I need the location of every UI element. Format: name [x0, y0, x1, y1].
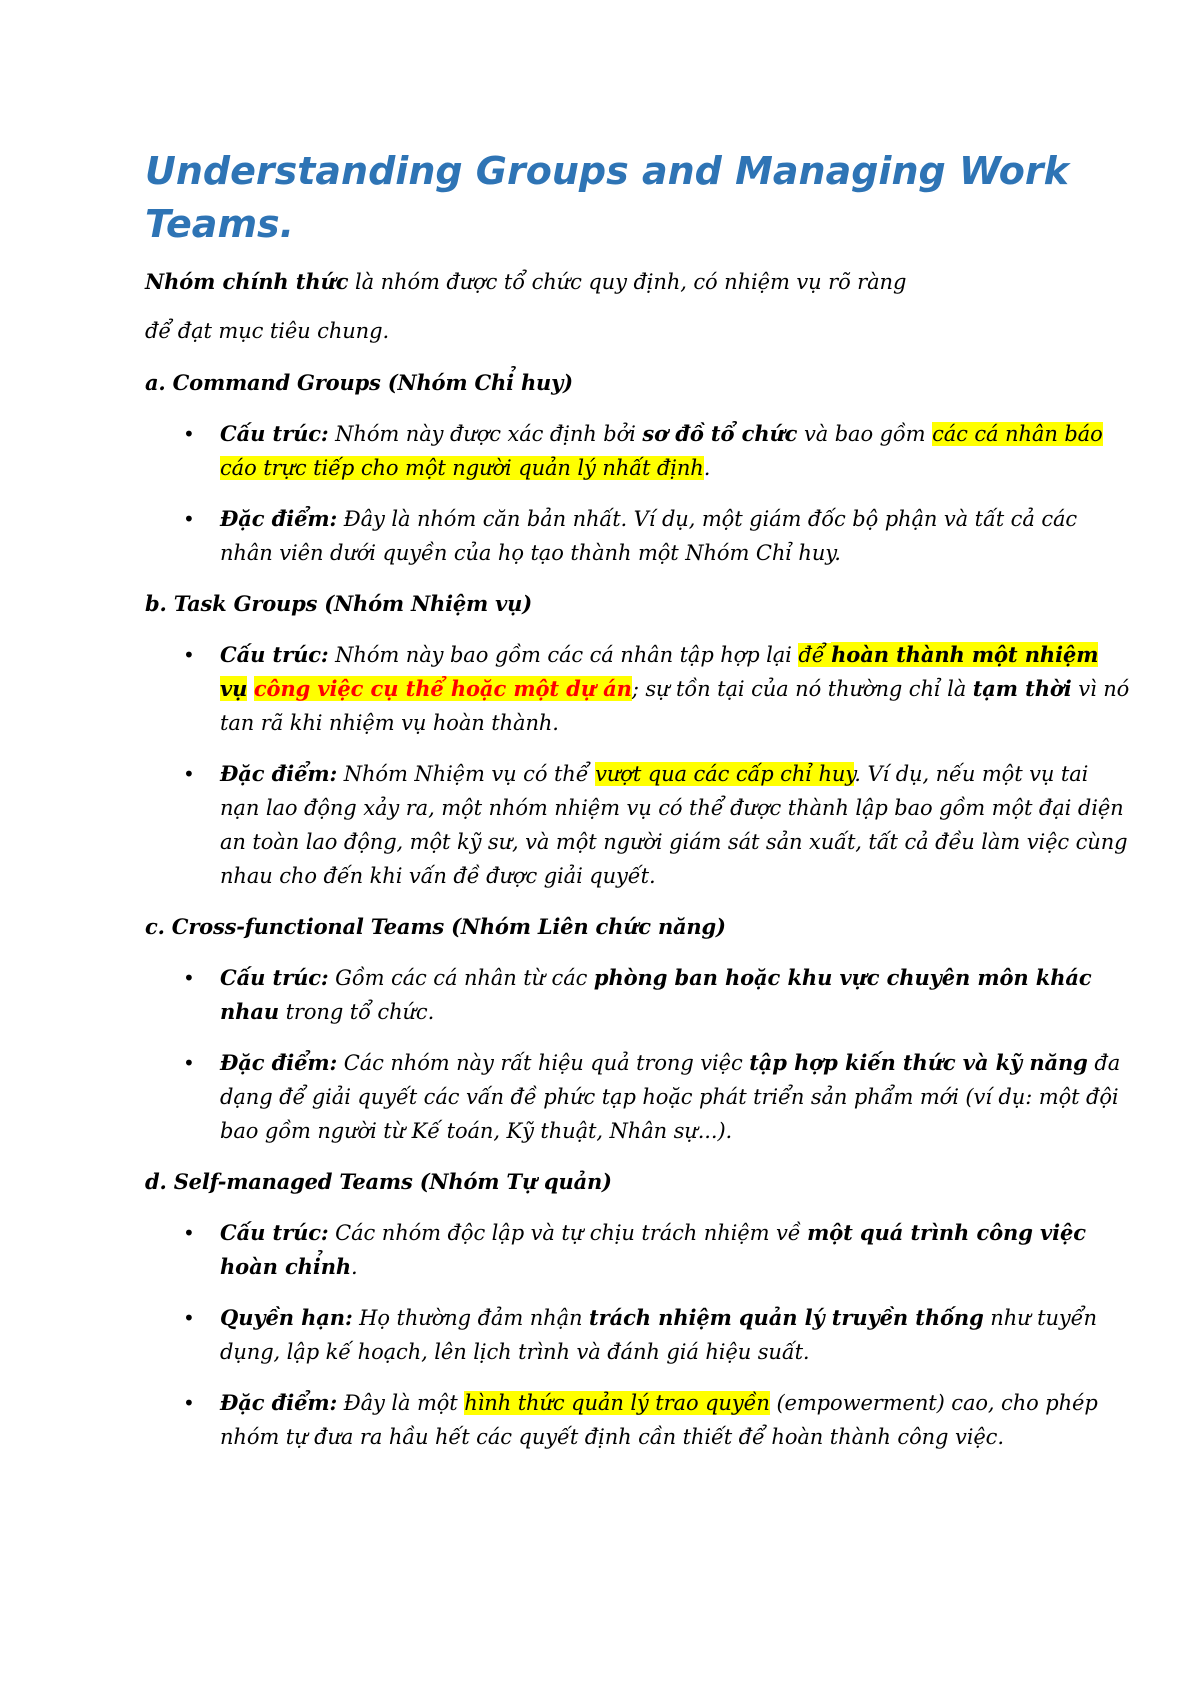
item-text: và bao gồm [797, 422, 933, 446]
item-text: Nhóm Nhiệm vụ có thể [337, 762, 596, 786]
section-heading-b: b. Task Groups (Nhóm Nhiệm vụ) [145, 591, 532, 616]
item-text: trong tổ chức. [279, 1000, 435, 1024]
section-heading-c: c. Cross-functional Teams (Nhóm Liên chức năng) [145, 914, 726, 939]
list-item [145, 1046, 1130, 1148]
list-item [145, 757, 1130, 893]
bullet-icon: • [183, 1051, 195, 1075]
item-text: (empowerment) cao, cho phép nhóm tự đưa ra hầu hết các quyết định cần thiết để hoàn thành công việc. [220, 1391, 1098, 1449]
list-item [145, 1386, 1130, 1454]
item-highlight: các cá nhân báo cáo trực tiếp cho một người quản lý nhất định [220, 422, 1103, 480]
list-item [145, 502, 1130, 570]
section-list-d [145, 1216, 1130, 1454]
item-highlight: hình thức quản lý trao quyền [464, 1391, 770, 1415]
bullet-icon: • [183, 643, 195, 667]
item-label: Cấu trúc: [220, 421, 329, 446]
item-label: Cấu trúc: [220, 965, 329, 990]
item-text: ; sự tồn tại của nó thường chỉ là [631, 677, 973, 701]
item-text: Đây là một [337, 1391, 465, 1415]
list-item [145, 417, 1130, 485]
item-text: . Ví dụ, nếu một vụ tai nạn lao động xảy ra, một nhóm nhiệm vụ có thể được thành lập bao gồm một đại diện an toàn lao động, một kỹ sư, và một người giám sát sản xuất, tất cả đều làm việc cùng nhau cho đến khi vấn đề được giải quyết. [220, 762, 1128, 888]
item-text: như tuyển dụng, lập kế hoạch, lên lịch trình và đánh giá hiệu suất. [220, 1306, 1097, 1364]
item-label: Cấu trúc: [220, 642, 329, 667]
document-page [145, 145, 1130, 1471]
section-list-a [145, 417, 1130, 570]
item-text: Đây là nhóm căn bản nhất. Ví dụ, một giám đốc bộ phận và tất cả các nhân viên dưới quyền của họ tạo thành một Nhóm Chỉ huy. [220, 507, 1078, 565]
item-text: . [703, 456, 711, 480]
item-label: Đặc điểm: [220, 506, 338, 531]
intro-term: Nhóm chính thức [145, 269, 349, 294]
item-label: Cấu trúc: [220, 1220, 329, 1245]
item-text: Các nhóm này rất hiệu quả trong việc [337, 1051, 750, 1075]
item-label: Đặc điểm: [220, 1390, 338, 1415]
bullet-icon: • [183, 1306, 195, 1330]
bullet-icon: • [183, 1391, 195, 1415]
intro-line-1 [145, 265, 1130, 299]
list-item [145, 638, 1130, 740]
bullet-icon: • [183, 422, 195, 446]
item-highlight-red: công việc cụ thể hoặc một dự án [253, 676, 632, 701]
bullet-icon: • [183, 1221, 195, 1245]
item-highlight: để [798, 643, 832, 667]
item-text: đa dạng để giải quyết các vấn đề phức tạp hoặc phát triển sản phẩm mới (ví dụ: một đội bao gồm người từ Kế toán, Kỹ thuật, Nhân sự...). [220, 1051, 1121, 1143]
item-bold: một quá trình công việc hoàn chỉnh [220, 1220, 1086, 1279]
section-list-c [145, 961, 1130, 1148]
item-bold: tập hợp kiến thức và kỹ năng [749, 1050, 1088, 1075]
item-bold: sơ đồ tổ chức [642, 421, 798, 446]
item-text: Các nhóm độc lập và tự chịu trách nhiệm về [328, 1221, 808, 1245]
item-text: . [351, 1255, 358, 1279]
item-text: Gồm các cá nhân từ các [328, 966, 594, 990]
item-label: Đặc điểm: [220, 761, 338, 786]
list-item [145, 961, 1130, 1029]
section-list-b [145, 638, 1130, 893]
section-heading-a: a. Command Groups (Nhóm Chỉ huy) [145, 370, 573, 395]
item-label: Quyền hạn: [220, 1305, 353, 1330]
item-highlight: vượt qua các cấp chỉ huy [595, 762, 855, 786]
item-text: Nhóm này bao gồm các cá nhân tập hợp lại [328, 643, 799, 667]
bullet-icon: • [183, 762, 195, 786]
intro-text-1: là nhóm được tổ chức quy định, có nhiệm vụ rõ ràng [348, 270, 907, 294]
item-text: vì nó tan rã khi nhiệm vụ hoàn thành. [220, 677, 1130, 735]
intro-line-2: để đạt mục tiêu chung. [145, 319, 390, 343]
item-bold: tạm thời [972, 676, 1072, 701]
section-heading-d: d. Self-managed Teams (Nhóm Tự quản) [145, 1169, 612, 1194]
item-highlight-bold: hoàn thành một nhiệm vụ [220, 642, 1099, 701]
bullet-icon: • [183, 507, 195, 531]
bullet-icon: • [183, 966, 195, 990]
item-label: Đặc điểm: [220, 1050, 338, 1075]
document-title: Understanding Groups and Managing Work Teams. [145, 149, 1069, 246]
item-bold: trách nhiệm quản lý truyền thống [589, 1305, 984, 1330]
item-text: Nhóm này được xác định bởi [328, 422, 643, 446]
list-item [145, 1216, 1130, 1284]
item-text: Họ thường đảm nhận [352, 1306, 590, 1330]
item-bold: phòng ban hoặc khu vực chuyên môn khác nhau [220, 965, 1092, 1024]
list-item [145, 1301, 1130, 1369]
